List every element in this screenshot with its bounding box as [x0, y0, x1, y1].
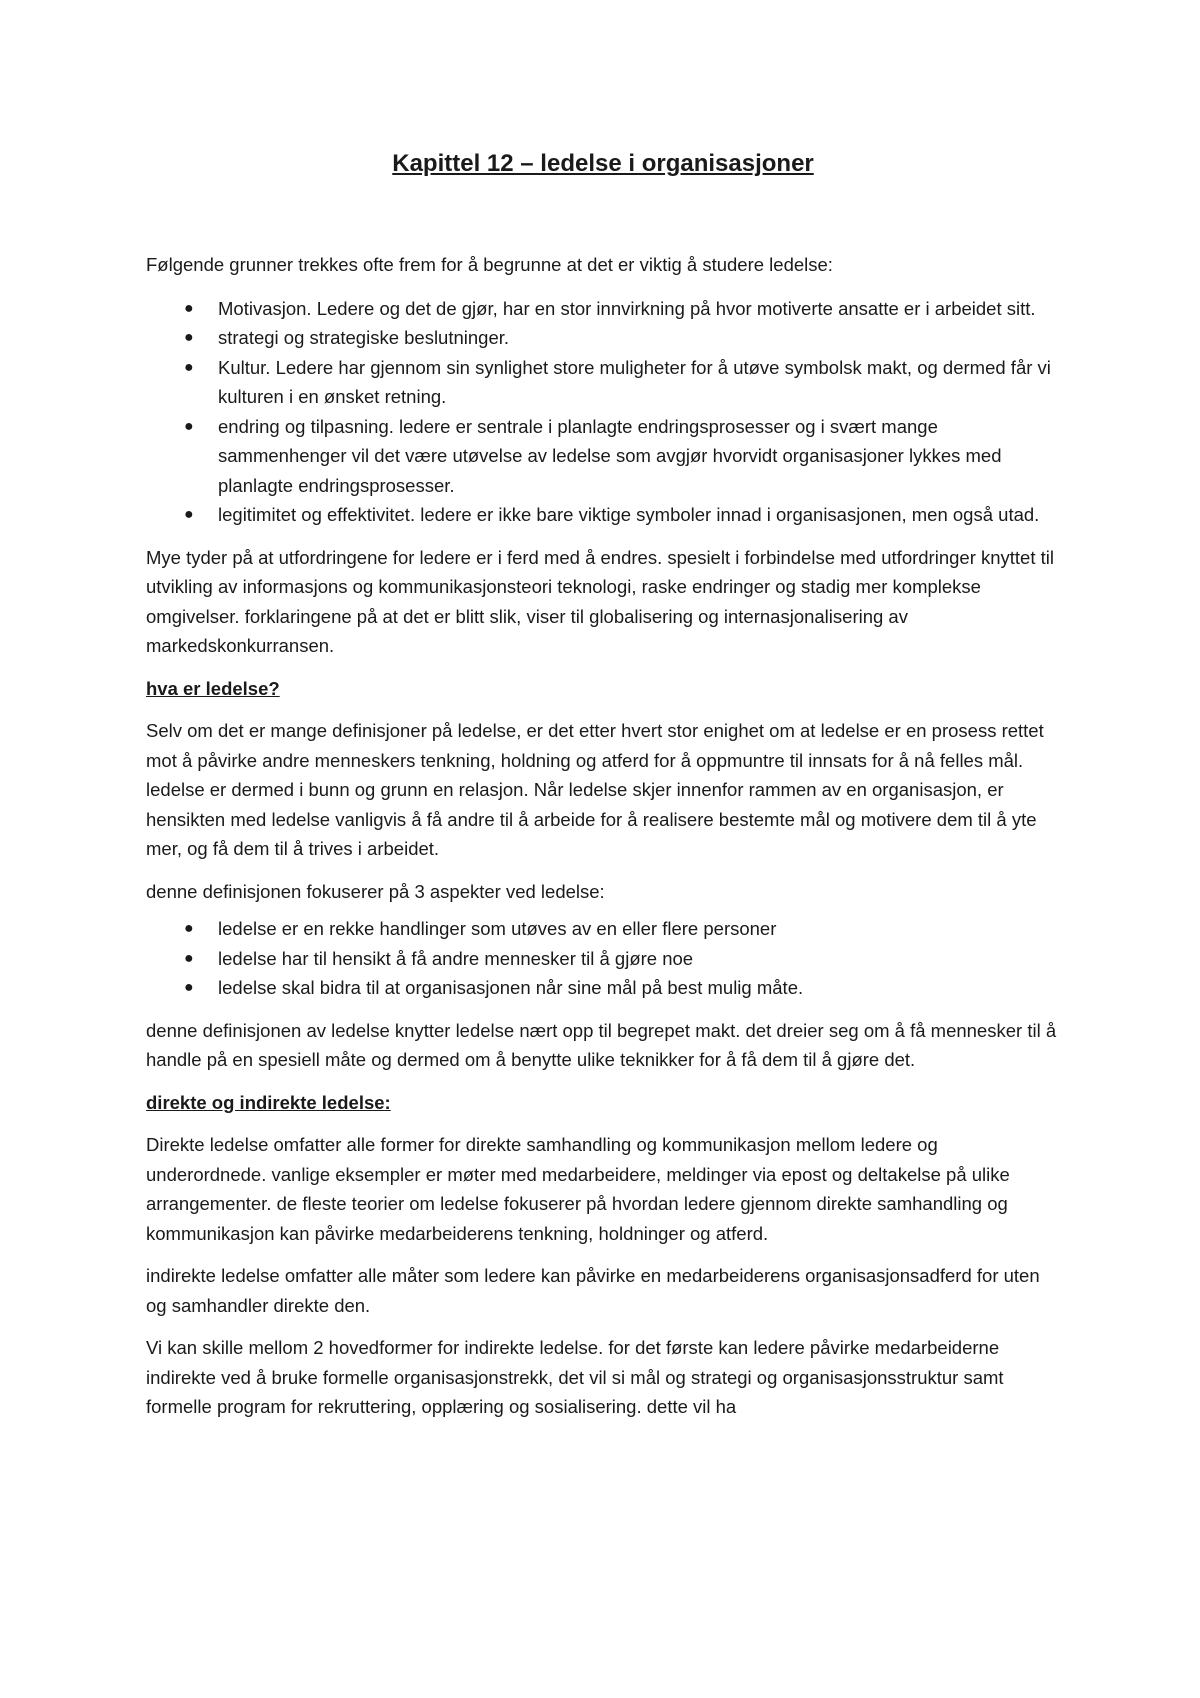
bullet-icon: ●: [184, 506, 194, 523]
list-item: ● strategi og strategiske beslutninger.: [218, 323, 1060, 353]
power-paragraph: denne definisjonen av ledelse knytter ledelse nært opp til begrepet makt. det dreier seg om å få mennesker til å handle på en spesiell måte og dermed om å benytte ulike teknikker for å få dem til å gjøre det.: [146, 1019, 1057, 1070]
challenges-paragraph: Mye tyder på at utfordringene for ledere er i ferd med å endres. spesielt i forbindelse med utfordringer knyttet til utvikling av informasjons og kommunikasjonsteori teknologi, raske endringer og stadig mer komplekse omgivelser. forklaringene på at det er blitt slik, viser til globalisering og internasjonalisering av markedskonkurransen.: [146, 546, 1054, 656]
list-item: ● endring og tilpasning. ledere er sentrale i planlagte endringsprosesser og i svært mange sammenhenger vil det være utøvelse av ledelse som avgjør hvorvidt organisasjoner lykkes med planlagte endringsprosesser.: [218, 412, 1060, 501]
direct-leadership-paragraph: Direkte ledelse omfatter alle former for direkte samhandling og kommunikasjon mellom ledere og underordnede. vanlige eksempler er møter med medarbeidere, meldinger via epost og deltakelse på ulike arrangementer. de fleste teorier om ledelse fokuserer på hvordan ledere gjennom direkte samhandling og kommunikasjon kan påvirke medarbeiderens tenkning, holdninger og atferd.: [146, 1134, 1010, 1244]
aspects-intro-paragraph: denne definisjonen fokuserer på 3 aspekter ved ledelse:: [146, 880, 605, 902]
intro-paragraph: Følgende grunner trekkes ofte frem for å begrunne at det er viktig å studere ledelse:: [146, 254, 833, 275]
bullet-icon: ●: [184, 329, 194, 346]
definition-paragraph: Selv om det er mange definisjoner på ledelse, er det etter hvert stor enighet om at ledelse er en prosess rettet mot å påvirke andre menneskers tenkning, holdning og atferd for å oppmuntre til innsats for å nå felles mål. ledelse er dermed i bunn og grunn en relasjon. Når ledelse skjer innenfor rammen av en organisasjon, er hensikten med ledelse vanligvis å få andre til å arbeide for å realisere bestemte mål og motivere dem til å yte mer, og få dem til å trives i arbeidet.: [146, 720, 1044, 859]
bullet-icon: ●: [184, 949, 194, 967]
aspects-list: [146, 914, 1060, 1003]
list-item: ● ledelse skal bidra til at organisasjonen når sine mål på best mulig måte.: [218, 973, 1060, 1003]
list-item: ● ledelse er en rekke handlinger som utøves av en eller flere personer: [218, 914, 1060, 944]
list-item: ● ledelse har til hensikt å få andre mennesker til å gjøre noe: [218, 944, 1060, 974]
bullet-icon: ●: [184, 979, 194, 996]
indirect-leadership-paragraph: indirekte ledelse omfatter alle måter som ledere kan påvirke en medarbeiderens organisasjonsadferd for uten og samhandler direkte den.: [146, 1265, 1040, 1316]
bullet-icon: ●: [184, 299, 194, 317]
bullet-icon: ●: [184, 358, 194, 376]
reasons-list: [146, 294, 1060, 530]
bullet-icon: ●: [184, 920, 194, 937]
indirect-forms-paragraph: Vi kan skille mellom 2 hovedformer for indirekte ledelse. for det første kan ledere påvirke medarbeiderne indirekte ved å bruke formelle organisasjonstrekk, det vil si mål og strategi og organisasjonsstruktur samt formelle program for rekruttering, opplæring og sosialisering. dette vil ha: [146, 1337, 1004, 1417]
list-item: ● Motivasjon. Ledere og det de gjør, har en stor innvirkning på hvor motiverte ansatte er i arbeidet sitt.: [218, 294, 1060, 324]
list-item: ● Kultur. Ledere har gjennom sin synlighet store muligheter for å utøve symbolsk makt, og dermed får vi kulturen i en ønsket retning.: [218, 353, 1060, 412]
bullet-icon: ●: [184, 417, 194, 435]
section-heading-what-is-leadership: hva er ledelse?: [146, 677, 280, 699]
page-title: Kapittel 12 – ledelse i organisasjoner: [392, 150, 814, 177]
list-item: ● legitimitet og effektivitet. ledere er ikke bare viktige symboler innad i organisasjonen, men også utad.: [218, 500, 1060, 530]
section-heading-direct-indirect: direkte og indirekte ledelse:: [146, 1091, 391, 1113]
